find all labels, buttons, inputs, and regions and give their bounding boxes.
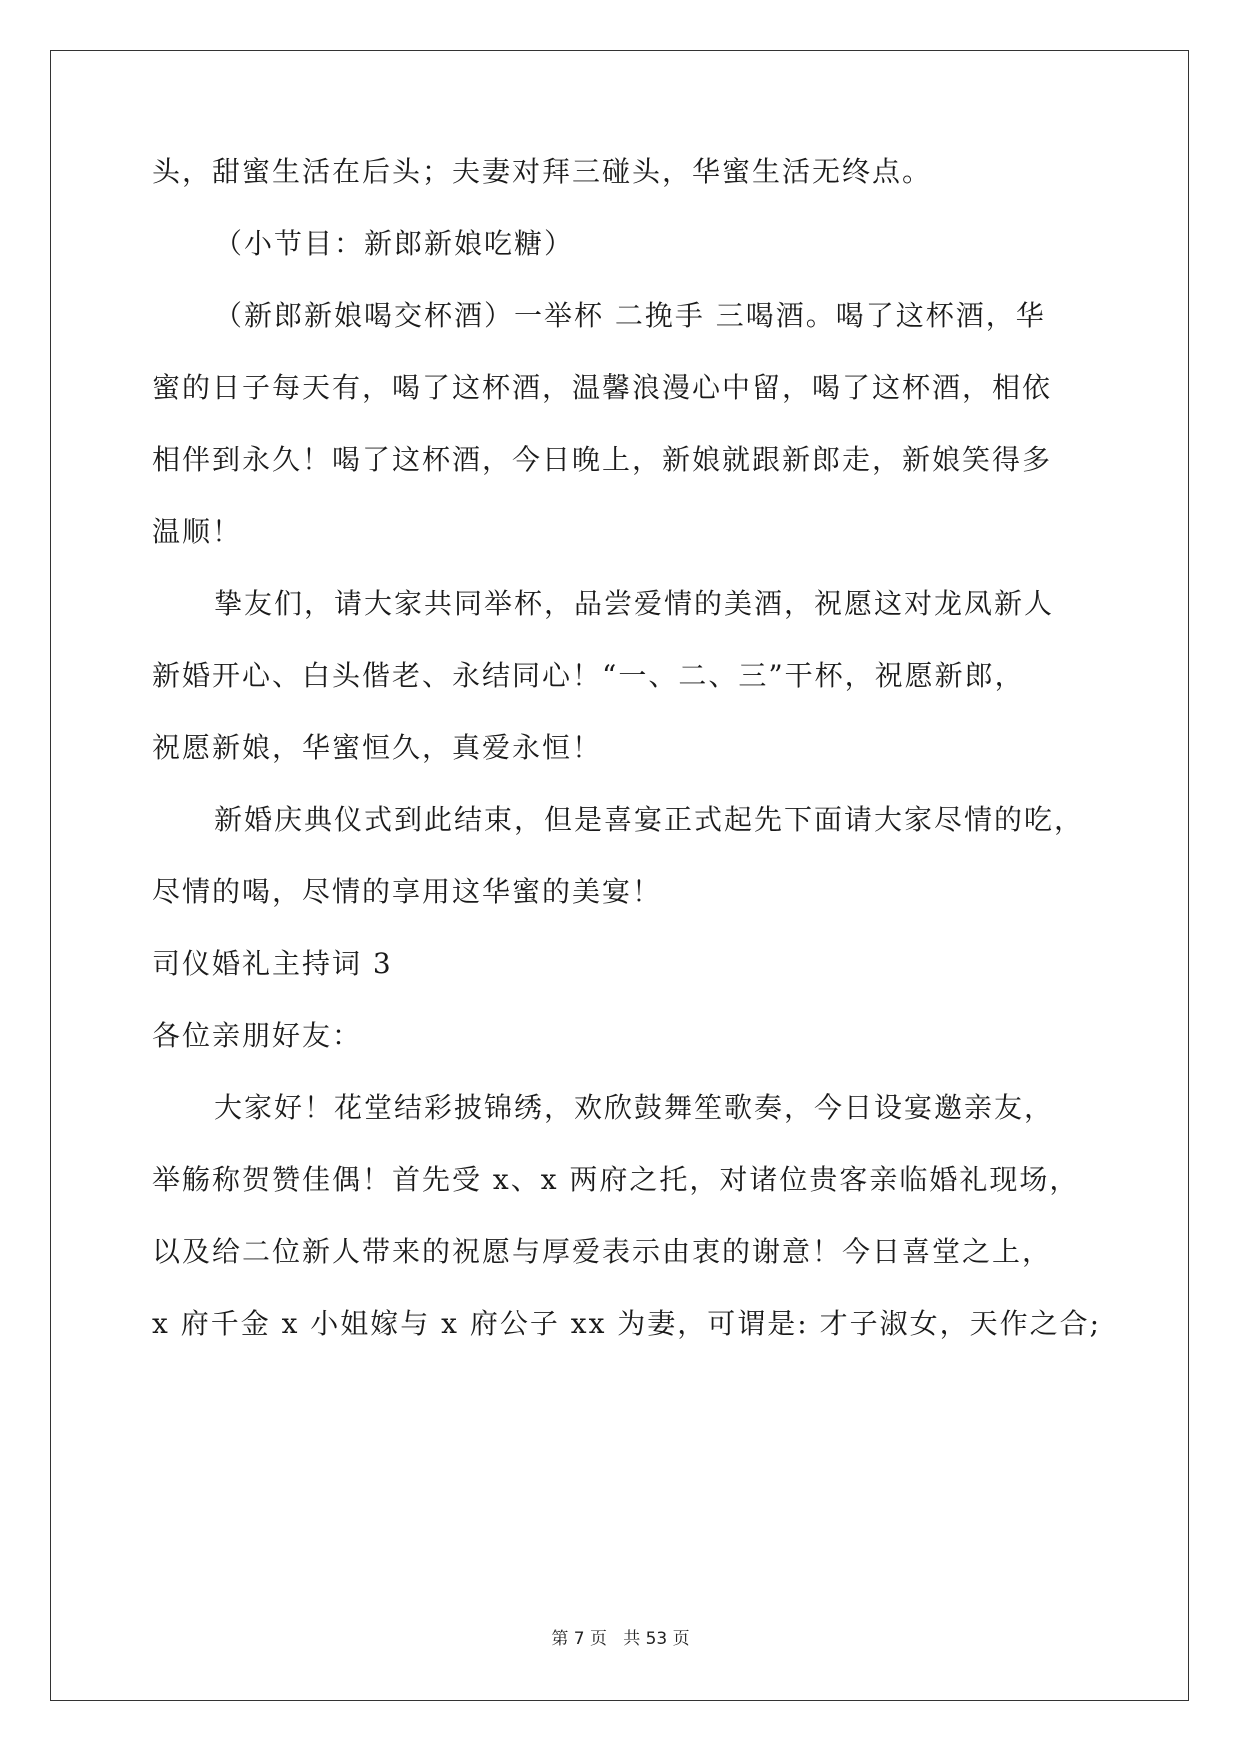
paragraph-line: 大家好！花堂结彩披锦绣，欢欣鼓舞笙歌奏，今日设宴邀亲友， [214, 1091, 1055, 1124]
paragraph-line: 温顺！ [152, 515, 243, 548]
paragraph-line: 以及给二位新人带来的祝愿与厚爱表示由衷的谢意！今日喜堂之上， [152, 1235, 1053, 1268]
paragraph-line: 尽情的喝，尽情的享用这华蜜的美宴！ [152, 875, 663, 908]
paragraph-line: 新婚开心、白头偕老、永结同心！“一、二、三”干杯，祝愿新郎， [152, 659, 1025, 692]
section-heading: 司仪婚礼主持词 3 [152, 947, 393, 980]
paragraph-line: 举觞称贺赞佳偶！首先受 x、x 两府之托，对诸位贵客亲临婚礼现场， [152, 1163, 1080, 1196]
paragraph-line: 祝愿新娘，华蜜恒久，真爱永恒！ [152, 731, 603, 764]
salutation-line: 各位亲朋好友： [152, 1019, 363, 1052]
paragraph-line: 相伴到永久！喝了这杯酒，今日晚上，新娘就跟新郎走，新娘笑得多 [152, 443, 1053, 476]
paragraph-line: 新婚庆典仪式到此结束，但是喜宴正式起先下面请大家尽情的吃， [214, 803, 1085, 836]
paragraph-line: （新郎新娘喝交杯酒）一举杯 二挽手 三喝酒。喝了这杯酒，华 [214, 299, 1046, 332]
paragraph-line: 头，甜蜜生活在后头；夫妻对拜三碰头，华蜜生活无终点。 [152, 155, 933, 188]
page-number-footer: 第 7 页 共 53 页 [551, 1629, 690, 1649]
paragraph-line: x 府千金 x 小姐嫁与 x 府公子 xx 为妻，可谓是: 才子淑女，天作之合; [152, 1307, 1102, 1340]
paragraph-line: 蜜的日子每天有，喝了这杯酒，温馨浪漫心中留，喝了这杯酒，相依 [152, 371, 1053, 404]
paragraph-line: （小节目：新郎新娘吃糖） [214, 227, 575, 260]
paragraph-line: 挚友们，请大家共同举杯，品尝爱情的美酒，祝愿这对龙凤新人 [214, 587, 1055, 620]
